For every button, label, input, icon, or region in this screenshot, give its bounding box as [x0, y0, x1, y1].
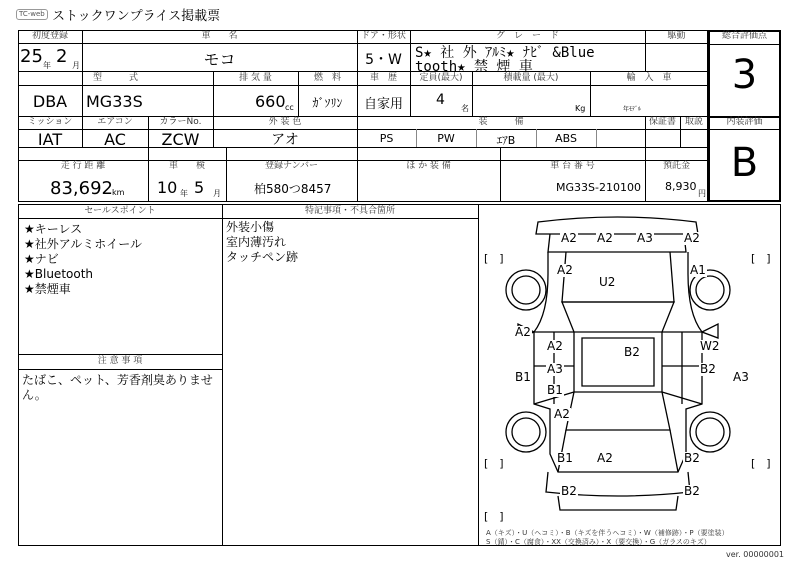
inspection-year-unit: 年 [180, 189, 188, 198]
damage-mark: B2 [684, 451, 700, 465]
import-unit: 年ﾓﾃﾞﾙ [623, 106, 642, 113]
load-unit: Kg [575, 104, 586, 113]
damage-mark: B2 [700, 362, 716, 376]
model: MG33S [86, 92, 143, 111]
reg-month-unit: 月 [72, 61, 80, 70]
total-score: 3 [731, 52, 758, 98]
bracket: [ ] [484, 510, 504, 523]
equipment-label: 装 備 [478, 117, 524, 127]
import-label: 輸 入 車 [626, 73, 672, 83]
plate: 柏580つ8457 [254, 182, 332, 196]
logo: TC-web [16, 9, 48, 20]
damage-mark: B1 [515, 370, 531, 384]
mission-label: ミッション [27, 117, 73, 127]
load-label: 積載量 (最大) [503, 73, 559, 83]
bracket: [ ] [751, 252, 771, 265]
cautions-text [22, 373, 213, 403]
model-prefix: DBA [32, 92, 68, 111]
mileage-unit: km [112, 188, 125, 197]
damage-mark: A1 [690, 263, 706, 277]
damage-mark: A3 [733, 370, 749, 384]
capacity-label: 定員(最大) [419, 73, 463, 83]
list-item: ★ナビ [24, 252, 59, 266]
damage-mark: A2 [597, 231, 613, 245]
damage-mark: A2 [547, 339, 563, 353]
sales-points-label: セールスポイント [84, 206, 156, 216]
equip-abs: ABS [555, 132, 577, 145]
deposit-label: 預託金 [662, 161, 690, 171]
caution-line: たばこ、ペット、芳香剤臭ありませ [22, 373, 213, 387]
damage-mark: A2 [561, 231, 577, 245]
grade-label: グ レ ー ド [495, 31, 559, 41]
grade-line2: tooth★ 禁 煙 車 [415, 59, 533, 75]
capacity: 4 [436, 92, 445, 108]
cautions-label: 注 意 事 項 [97, 356, 143, 366]
page-title: ストックワンプライス掲載票 [52, 9, 221, 24]
mileage-label: 走 行 距 離 [60, 161, 106, 171]
sales-points-list [24, 222, 142, 297]
aircon-label: エアコン [97, 117, 133, 127]
doors-shape-label: ドア・形状 [361, 31, 406, 41]
total-score-label: 総合評価点 [721, 31, 767, 41]
displacement-unit: cc [285, 103, 294, 112]
damage-mark: B2 [624, 345, 640, 359]
displacement-label: 排 気 量 [239, 73, 272, 83]
damage-mark: B1 [547, 383, 563, 397]
version: ver. 00000001 [726, 550, 785, 559]
list-item: ★キーレス [24, 222, 83, 236]
list-item: ★社外アルミホイール [24, 237, 143, 251]
inspection-year: 10 [157, 178, 178, 197]
bracket: [ ] [484, 252, 504, 265]
color-no-label: カラーNo. [159, 117, 202, 127]
doors: 5・W [365, 52, 402, 68]
exterior-color: アオ [271, 132, 299, 148]
bracket: [ ] [484, 457, 504, 470]
car-name: モコ [203, 50, 236, 69]
equip-pw: PW [437, 132, 455, 145]
first-registration-label: 初度登録 [31, 31, 68, 41]
deposit-unit: 円 [698, 189, 706, 198]
special-notes-label: 特記事項・不具合箇所 [304, 206, 395, 216]
chassis-no-label: 車 台 番 号 [550, 161, 595, 171]
inspection-month-unit: 月 [213, 189, 221, 198]
history-label: 車 歴 [369, 73, 397, 83]
reg-month: 2 [56, 46, 68, 67]
damage-mark: A3 [637, 231, 653, 245]
list-item: 外装小傷 [226, 220, 275, 234]
list-item: タッチペン跡 [226, 250, 299, 264]
damage-mark: W2 [700, 339, 720, 353]
fuel-label: 燃 料 [313, 73, 341, 83]
damage-mark: A2 [554, 407, 570, 421]
displacement: 660 [255, 92, 286, 111]
color-no: ZCW [161, 130, 200, 149]
damage-legend-line2: S（錆）・C（腐食）・XX（交換済み）・X（要交換）・G（ガラスのキズ） [486, 538, 711, 546]
aircon: AC [104, 130, 126, 149]
reg-year-unit: 年 [43, 61, 51, 70]
damage-legend-line1: A（キズ）・U（ヘコミ）・B（キズを伴うヘコミ）・W（補修跡）・P（要塗装） [486, 529, 729, 537]
damage-mark: B2 [561, 484, 577, 498]
history: 自家用 [363, 97, 403, 112]
bracket: [ ] [751, 457, 771, 470]
damage-mark: A3 [547, 362, 563, 376]
damage-mark: A2 [515, 325, 531, 339]
caution-line: ん。 [22, 388, 47, 402]
damage-mark: U2 [599, 275, 616, 289]
model-label: 型 式 [92, 73, 138, 83]
damage-mark: B2 [684, 484, 700, 498]
manual-label: 取説 [684, 117, 703, 127]
special-notes-list [226, 220, 298, 265]
reg-year: 25 [20, 46, 43, 67]
other-equipment-label: ほ か 装 備 [406, 161, 451, 171]
fuel: ｶﾞｿﾘﾝ [312, 96, 343, 110]
interior-score-label: 内装評価 [726, 117, 763, 127]
list-item: ★Bluetooth [24, 267, 94, 281]
list-item: ★禁煙車 [24, 282, 71, 296]
list-item: 室内薄汚れ [226, 235, 287, 249]
damage-mark: A2 [557, 263, 573, 277]
mileage: 83,692 [50, 178, 113, 199]
deposit: 8,930 [665, 180, 697, 193]
damage-mark: A2 [684, 231, 700, 245]
grade-line1: S★ 社 外 ｱﾙﾐ★ ﾅﾋﾞ &Blue [415, 45, 595, 61]
equip-ps: PS [379, 132, 394, 145]
exterior-color-label: 外 装 色 [268, 117, 302, 127]
chassis-no: MG33S-210100 [556, 181, 641, 194]
inspection-month: 5 [194, 178, 205, 197]
equip-airbag: ｴｱB [496, 134, 516, 147]
mission: IAT [37, 130, 63, 149]
warranty-label: 保証書 [648, 117, 676, 127]
interior-score: B [730, 140, 759, 186]
damage-mark: A2 [597, 451, 613, 465]
damage-mark: B1 [557, 451, 573, 465]
plate-label: 登録ナンバー [265, 161, 318, 171]
inspection-label: 車 検 [168, 161, 205, 171]
capacity-unit: 名 [461, 104, 469, 113]
drive-label: 駆動 [667, 31, 686, 41]
car-name-label: 車 名 [201, 31, 238, 41]
